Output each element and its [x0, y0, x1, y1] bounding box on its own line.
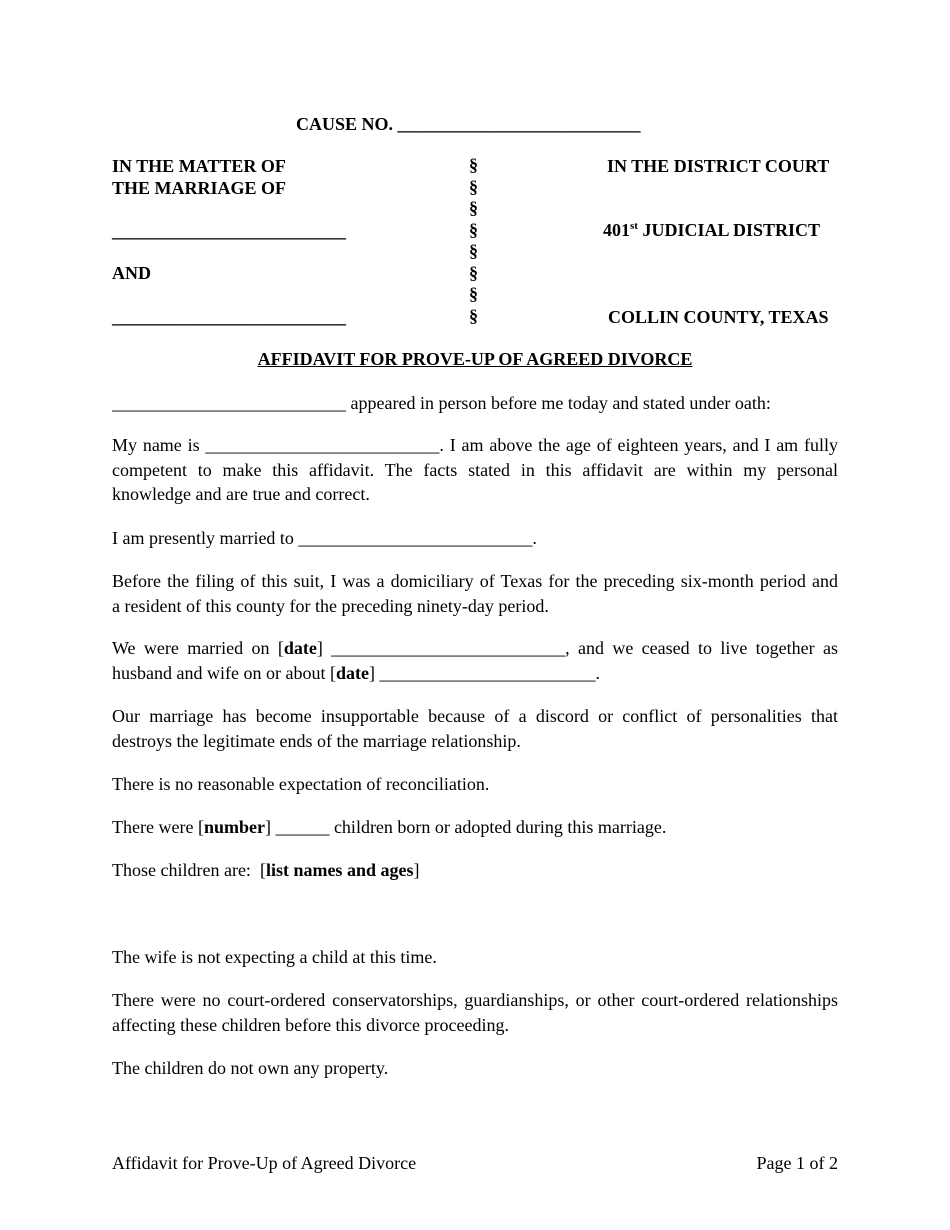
paragraph-line: competent to make this affidavit. The facts stated in this affidavit are within my personal	[112, 459, 838, 480]
paragraph-appeared: __________________________ appeared in person before me today and stated under oath:	[112, 393, 771, 413]
footer-document-name: Affidavit for Prove-Up of Agreed Divorce	[112, 1153, 417, 1173]
text-fragment: ] __________________________, and we ceased to live together as	[316, 638, 838, 658]
caption-matter-line2: THE MARRIAGE OF	[112, 178, 287, 198]
district-number: 401	[603, 220, 630, 240]
county-name: COLLIN COUNTY, TEXAS	[608, 307, 829, 327]
paragraph-name	[112, 433, 838, 507]
text-fragment: husband and wife on or about [	[112, 662, 336, 683]
respondent-blank: __________________________	[112, 307, 346, 327]
section-symbol: §	[469, 262, 478, 283]
cause-number: CAUSE NO. ___________________________	[296, 114, 641, 134]
paragraph-reconciliation: There is no reasonable expectation of reconciliation.	[112, 774, 490, 794]
paragraph-line: destroys the legitimate ends of the marriage relationship.	[112, 730, 521, 751]
text-fragment: ] ________________________.	[368, 662, 600, 683]
paragraph-line: Before the filing of this suit, I was a domiciliary of Texas for the preceding six-month period and	[112, 571, 838, 591]
names-placeholder: list names and ages	[265, 860, 414, 880]
judicial-district	[603, 219, 820, 241]
section-symbol: §	[469, 155, 478, 175]
text-fragment: Those children are: [	[112, 860, 266, 880]
paragraph-conservatorships	[112, 988, 838, 1037]
text-fragment: ]	[413, 860, 420, 880]
paragraph-married-to: I am presently married to __________________________.	[112, 528, 537, 548]
text-fragment: ] ______ children born or adopted during this marriage.	[264, 817, 667, 837]
caption-matter-line1: IN THE MATTER OF	[112, 156, 286, 176]
paragraph-line: affecting these children before this divorce proceeding.	[112, 1014, 510, 1035]
date-placeholder: date	[335, 662, 369, 683]
document-title: AFFIDAVIT FOR PROVE-UP OF AGREED DIVORCE	[257, 349, 693, 369]
section-symbol-column	[469, 155, 478, 327]
court-name: IN THE DISTRICT COURT	[607, 156, 830, 176]
section-symbol: §	[469, 198, 478, 218]
paragraph-line: There were no court-ordered conservatorships, guardianships, or other court-ordered relationships	[112, 990, 838, 1010]
paragraph-line	[112, 661, 838, 686]
paragraph-marriage-dates	[112, 636, 838, 685]
paragraph-property: The children do not own any property.	[112, 1058, 389, 1078]
section-symbol: §	[469, 219, 478, 240]
section-symbol: §	[469, 284, 478, 304]
paragraph-children-count	[112, 816, 666, 838]
paragraph-wife-not-expecting: The wife is not expecting a child at this time.	[112, 947, 437, 967]
district-ordinal: st	[630, 220, 638, 232]
text-fragment: We were married on [	[112, 638, 284, 658]
text-fragment: There were [	[112, 817, 204, 837]
paragraph-children-names	[112, 859, 419, 881]
paragraph-line: My name is __________________________. I am above the age of eighteen years, and I am fully	[112, 435, 838, 455]
paragraph-line: a resident of this county for the preceding ninety-day period.	[112, 595, 549, 616]
section-symbol: §	[469, 305, 478, 326]
date-placeholder: date	[283, 638, 317, 658]
paragraph-line	[112, 636, 838, 661]
paragraph-domicile	[112, 569, 838, 618]
section-symbol: §	[469, 241, 478, 261]
district-label: JUDICIAL DISTRICT	[637, 220, 821, 240]
section-symbol: §	[469, 176, 478, 197]
footer-page-number: Page 1 of 2	[756, 1153, 838, 1173]
paragraph-line: knowledge and are true and correct.	[112, 484, 370, 504]
paragraph-line: Our marriage has become insupportable because of a discord or conflict of personalities that	[112, 706, 838, 726]
paragraph-insupportable	[112, 704, 838, 753]
number-placeholder: number	[203, 817, 265, 837]
caption-and: AND	[112, 263, 151, 283]
petitioner-blank: __________________________	[112, 221, 346, 241]
